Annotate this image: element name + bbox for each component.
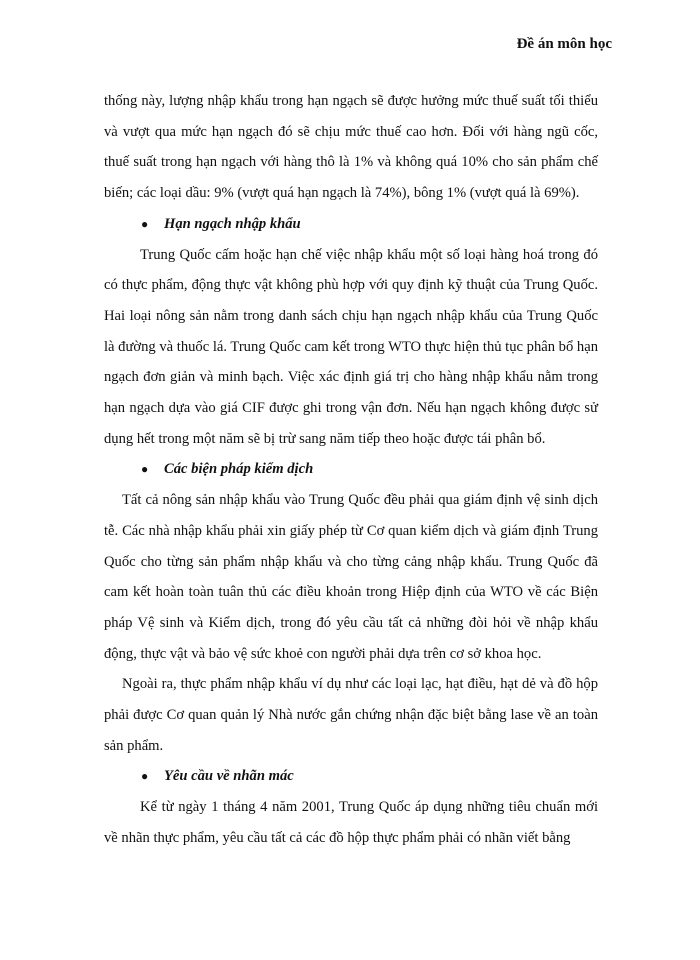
paragraph-labeling: Kể từ ngày 1 tháng 4 năm 2001, Trung Quốc áp dụng những tiêu chuẩn mới về nhãn thực phẩm, yêu cầu tất cả các đồ hộp thực phẩm phải có nhãn viết bằng [104,799,598,846]
paragraph-quarantine: Tất cả nông sản nhập khẩu vào Trung Quốc đều phải qua giám định vệ sinh dịch tễ. Các nhà nhập khẩu phải xin giấy phép từ Cơ quan kiểm dịch và giám định Trung Quốc cho từng sản phẩm nhập khẩu và cho từng cảng nhập khẩu. Trung Quốc đã cam kết hoàn toàn tuân thủ các điều khoản trong Hiệp định của WTO về các Biện pháp Vệ sinh và Kiểm dịch, trong đó yêu cầu tất cả những đòi hỏi về nhập khẩu động, thực vật và bảo vệ sức khoẻ con người phải dựa trên cơ sở khoa học. [104,492,598,662]
section-heading-quarantine [104,454,598,485]
section-heading-text: Các biện pháp kiểm dịch [164,461,314,478]
paragraph-food-safety: Ngoài ra, thực phẩm nhập khẩu ví dụ như các loại lạc, hạt điều, hạt dẻ và đồ hộp phải được Cơ quan quản lý Nhà nước gắn chứng nhận đặc biệt bằng lase về an toàn sản phẩm. [104,676,598,754]
page-header-title: Đề án môn học [516,36,612,52]
bullet-icon: ● [141,462,149,477]
section-heading-labeling [104,761,598,792]
section-heading-text: Yêu cầu về nhãn mác [164,768,294,785]
bullet-icon: ● [141,769,149,784]
bullet-icon: ● [141,216,149,231]
section-heading-text: Hạn ngạch nhập khẩu [164,215,301,232]
section-heading-import-quota [104,209,598,240]
paragraph-import-quota: Trung Quốc cấm hoặc hạn chế việc nhập khẩu một số loại hàng hoá trong đó có thực phẩm, động thực vật không phù hợp với quy định kỹ thuật của Trung Quốc. Hai loại nông sản nằm trong danh sách chịu hạn ngạch nhập khẩu của Trung Quốc là đường và thuốc lá. Trung Quốc cam kết trong WTO thực hiện thủ tục phân bổ hạn ngạch đơn giản và minh bạch. Việc xác định giá trị cho hàng nhập khẩu nằm trong hạn ngạch dựa vào giá CIF được ghi trong vận đơn. Nếu hạn ngạch không được sử dụng hết trong một năm sẽ bị trừ sang năm tiếp theo hoặc được tái phân bổ. [104,246,598,447]
paragraph-quota-tariff: thống này, lượng nhập khẩu trong hạn ngạch sẽ được hưởng mức thuế suất tối thiểu và vượt qua mức hạn ngạch đó sẽ chịu mức thuế cao hơn. Đối với hàng ngũ cốc, thuế suất trong hạn ngạch với hàng thô là 1% và không quá 10% cho sản phẩm chế biến; các loại dầu: 9% (vượt quá hạn ngạch là 74%), bông 1% (vượt quá là 69%). [104,93,598,202]
document-body [104,86,598,854]
